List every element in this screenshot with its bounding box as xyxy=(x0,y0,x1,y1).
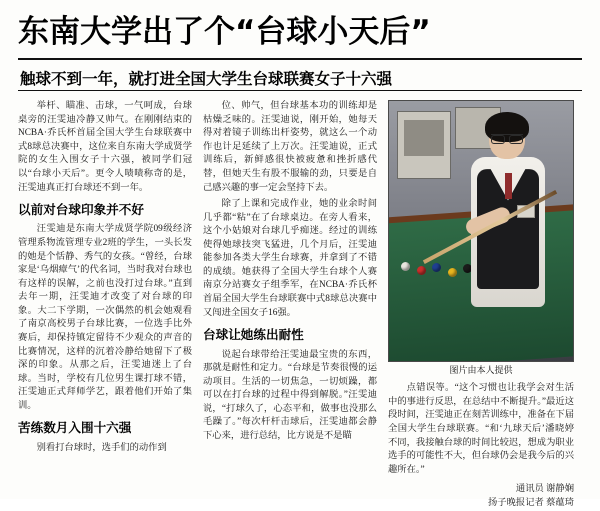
wall-poster-icon xyxy=(397,111,451,179)
paragraph: 说起台球带给汪雯迪最宝贵的东西，那就是耐性和定力。“台球是节奏很慢的运动项目。生活的一切焦急，一切烦躁，都可以在打台球的过程中得到解脱。”汪雯迪说，“打球久了，心态平和，做事也没那么毛躁了。”每次杆杆击球后，汪雯迪都会静下心来，进行总结，比方说是不是瞄 xyxy=(203,349,377,441)
column-three xyxy=(388,100,574,509)
photo-caption: 图片由本人提供 xyxy=(449,366,513,377)
page-title: 东南大学出了个“台球小天后” xyxy=(18,14,431,50)
column-one xyxy=(18,100,192,500)
billiard-ball-icon xyxy=(432,263,441,272)
paragraph: 位、帅气，但台球基本功的训练却是枯燥乏味的。汪雯迪说，刚开始，她每天得对着镜子训练出杆姿势，就这么一个动作也计足延续了上万次。汪雯迪说，正式训练后，新鲜感很快被疲惫和挫折感代替，但她天生有股不服输的劲，只要是自己感兴趣的事一定会坚持下去。 xyxy=(203,101,377,193)
paragraph: 点错误等。“这个习惯也让我学会对生活中的事进行反思，在总结中不断提升。”最近这段时间，汪雯迪正在刻苦训练中，准备在下届全国大学生台球联赛。“和‘九球天后’潘晓婷不同，我接触台球的时间比较迟，想成为职业选手的可能性不大，但台球仍会是我今后的兴趣所在。” xyxy=(388,383,574,475)
subheadline: 触球不到一年，就打进全国大学生台球联赛女子十六强 xyxy=(20,69,393,88)
section-heading-training: 苦练数月入围十六强 xyxy=(18,420,132,436)
byline xyxy=(388,483,574,511)
billiard-ball-icon xyxy=(448,268,457,277)
byline-correspondent: 通讯员 谢静娴 xyxy=(515,484,574,495)
person-tie xyxy=(505,173,512,199)
photo-subject-person xyxy=(463,117,559,362)
article-columns xyxy=(18,100,582,509)
section-heading-impression: 以前对台球印象并不好 xyxy=(18,202,144,218)
article-photo xyxy=(388,100,574,362)
headline-divider xyxy=(18,58,582,60)
paragraph: 举杆、瞄准、击球，一气呵成，台球桌旁的汪雯迪冷静又帅气。在刚刚结束的NCBA·乔氏杯首届全国大学生台球联赛中式8球总决赛中，这位来自东南大学成贤学院的女生入围女子十六强，被同学们冠以“台球小天后”。更令人啧啧称奇的是，汪雯迪真正打台球还不到一年。 xyxy=(18,101,192,193)
column-two xyxy=(203,100,377,500)
paragraph: 别看打台球时，选手们的动作到 xyxy=(36,442,167,453)
paragraph: 除了上课和完成作业，她的业余时间几乎都“粘”在了台球桌边。在旁人看来，这个小姑娘对台球几乎痴迷。经过的训练使得她球技突飞猛进，几个月后，汪雯迪能参加各类大学生台球赛，并拿到了不错的成绩。她获得了全国大学生台球个人赛南京分站赛女子组季军，在NCBA·乔氏杯首届全国大学生台球联赛中式8球总决赛中又闯进全国女子16强。 xyxy=(203,199,377,318)
paragraph: 汪雯迪是东南大学成贤学院09级经济管理系物流管理专业2班的学生，一头长发的她是个恬静、秀气的女孩。“曾经，台球家是‘乌烟瘴气’的代名词，当时我对台球也有这样的误解，之前也没打过台球。”直到去年一期，汪雯迪才改变了对台球的印象。大二下学期，一次偶然的机会她观看了南京高校男子台球比赛，一位选手比外赛后，却保持镇定留待不少观众的声音的比赛情况，这样的沉着冷静给她留下了极深的印象。从那之后，汪雯迪迷上了台球。当时，学校有几位男生课打球不错，汪雯迪正式拜师学艺，跟着他们开始了集训。 xyxy=(18,224,192,411)
byline-reporter: 扬子晚报记者 蔡蕴琦 xyxy=(488,498,574,509)
section-heading-patience: 台球让她练出耐性 xyxy=(203,327,304,343)
cue-ball-icon xyxy=(401,262,410,271)
glasses-icon xyxy=(491,134,523,143)
subhead-divider xyxy=(18,90,582,91)
article-photo-wrapper xyxy=(388,100,574,378)
billiard-ball-icon xyxy=(417,266,426,275)
